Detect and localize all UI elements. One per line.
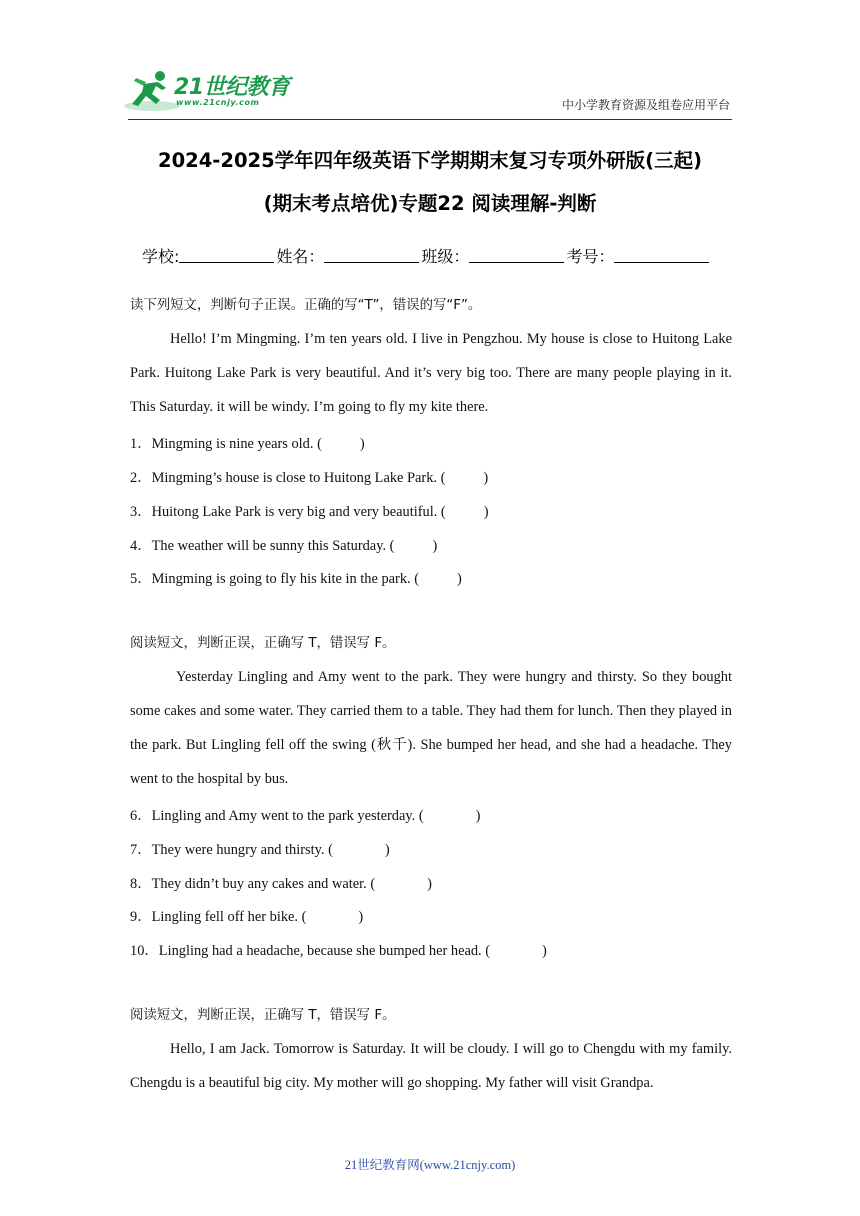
question-9 — [130, 905, 363, 926]
question-5 — [130, 567, 462, 588]
page-footer: 21世纪教育网(www.21cnjy.com) — [344, 1158, 516, 1172]
paren-close: ) — [483, 470, 489, 486]
question-number: 3． — [130, 504, 152, 520]
paren-close: ) — [483, 504, 489, 520]
passage-text: Hello! I’m Mingming. I’m ten years old. I live in Pengzhou. My house is close to Huitong Lake Park. Huitong Lake Park is very beautiful. And it’s very big too. There are many people playing in it. This Saturday. it will be windy. I’m going to fly my kite there. — [130, 331, 732, 415]
question-number: 6． — [130, 808, 152, 824]
class-field[interactable] — [469, 244, 564, 263]
number-field[interactable] — [614, 244, 709, 263]
question-number: 1． — [130, 436, 152, 452]
paren-close: ) — [432, 538, 438, 554]
logo-text: 21世纪教育 — [174, 75, 290, 100]
question-2 — [130, 466, 488, 487]
question-number: 4． — [130, 538, 152, 554]
school-label: 学校: — [142, 247, 180, 266]
paren-close: ) — [384, 842, 390, 858]
question-text: Mingming is going to fly his kite in the park. ( — [151, 571, 420, 587]
paren-close: ) — [359, 436, 365, 452]
header-divider — [128, 119, 732, 120]
paren-close: ) — [427, 876, 432, 892]
page-header — [0, 0, 860, 125]
section-2-passage — [130, 660, 732, 796]
question-7 — [130, 838, 390, 859]
passage-text: Hello, I am Jack. Tomorrow is Saturday. It will be cloudy. I will go to Chengdu with my family. Chengdu is a beautiful big city. My mother will go shopping. My father will visit Grandpa. — [130, 1041, 732, 1091]
paren-close: ) — [542, 943, 547, 959]
question-text: Huitong Lake Park is very big and very beautiful. ( — [151, 504, 446, 520]
question-8 — [130, 872, 432, 893]
section-3-instruction: 阅读短文，判断正误，正确写 T，错误写 F。 — [130, 1008, 396, 1023]
question-1 — [130, 432, 365, 453]
question-text: The weather will be sunny this Saturday. ( — [151, 538, 395, 554]
name-field[interactable] — [324, 244, 419, 263]
question-text: Lingling and Amy went to the park yesterday. ( — [151, 808, 424, 824]
passage-text: Yesterday Lingling and Amy went to the park. They were hungry and thirsty. So they bought some cakes and some water. They carried them to a table. They had them for lunch. Then they played in the park. But Lingling fell off the swing (秋千). She bumped her head, and she had a headache. They went to the hospital by bus. — [130, 669, 732, 787]
question-text: Mingming is nine years old. ( — [151, 436, 322, 452]
question-text: Lingling fell off her bike. ( — [151, 909, 307, 925]
question-3 — [130, 500, 489, 521]
section-2-instruction: 阅读短文，判断正误，正确写 T，错误写 F。 — [130, 636, 396, 651]
section-3-passage — [130, 1032, 732, 1100]
question-number: 8． — [130, 876, 152, 892]
question-number: 2． — [130, 470, 152, 486]
question-text: They were hungry and thirsty. ( — [151, 842, 333, 858]
logo — [122, 68, 292, 116]
question-text: Mingming’s house is close to Huitong Lake Park. ( — [151, 470, 446, 486]
logo-url: www.21cnjy.com — [176, 98, 260, 107]
section-1-passage — [130, 322, 732, 424]
number-label: 考号： — [566, 247, 615, 266]
question-text: Lingling had a headache, because she bumped her head. ( — [158, 943, 491, 959]
paren-close: ) — [358, 909, 364, 925]
question-number: 10． — [130, 943, 159, 959]
question-10 — [130, 939, 547, 960]
question-number: 7． — [130, 842, 152, 858]
name-label: 姓名： — [276, 247, 325, 266]
question-4 — [130, 534, 437, 555]
question-text: They didn’t buy any cakes and water. ( — [151, 876, 376, 892]
paren-close: ) — [457, 571, 462, 587]
runner-logo-icon — [122, 68, 182, 114]
question-number: 5． — [130, 571, 152, 587]
document-title: 2024-2025学年四年级英语下学期期末复习专项外研版(三起) — [158, 149, 702, 172]
school-field[interactable] — [179, 244, 274, 263]
paren-close: ) — [475, 808, 481, 824]
platform-label: 中小学教育资源及组卷应用平台 — [561, 98, 730, 112]
question-number: 9． — [130, 909, 152, 925]
question-6 — [130, 804, 480, 825]
document-subtitle: (期末考点培优)专题22 阅读理解-判断 — [263, 192, 597, 215]
section-1-instruction: 读下列短文，判断句子正误。正确的写“T”，错误的写“F”。 — [130, 298, 482, 313]
class-label: 班级： — [421, 247, 470, 266]
student-info-row — [142, 244, 711, 267]
